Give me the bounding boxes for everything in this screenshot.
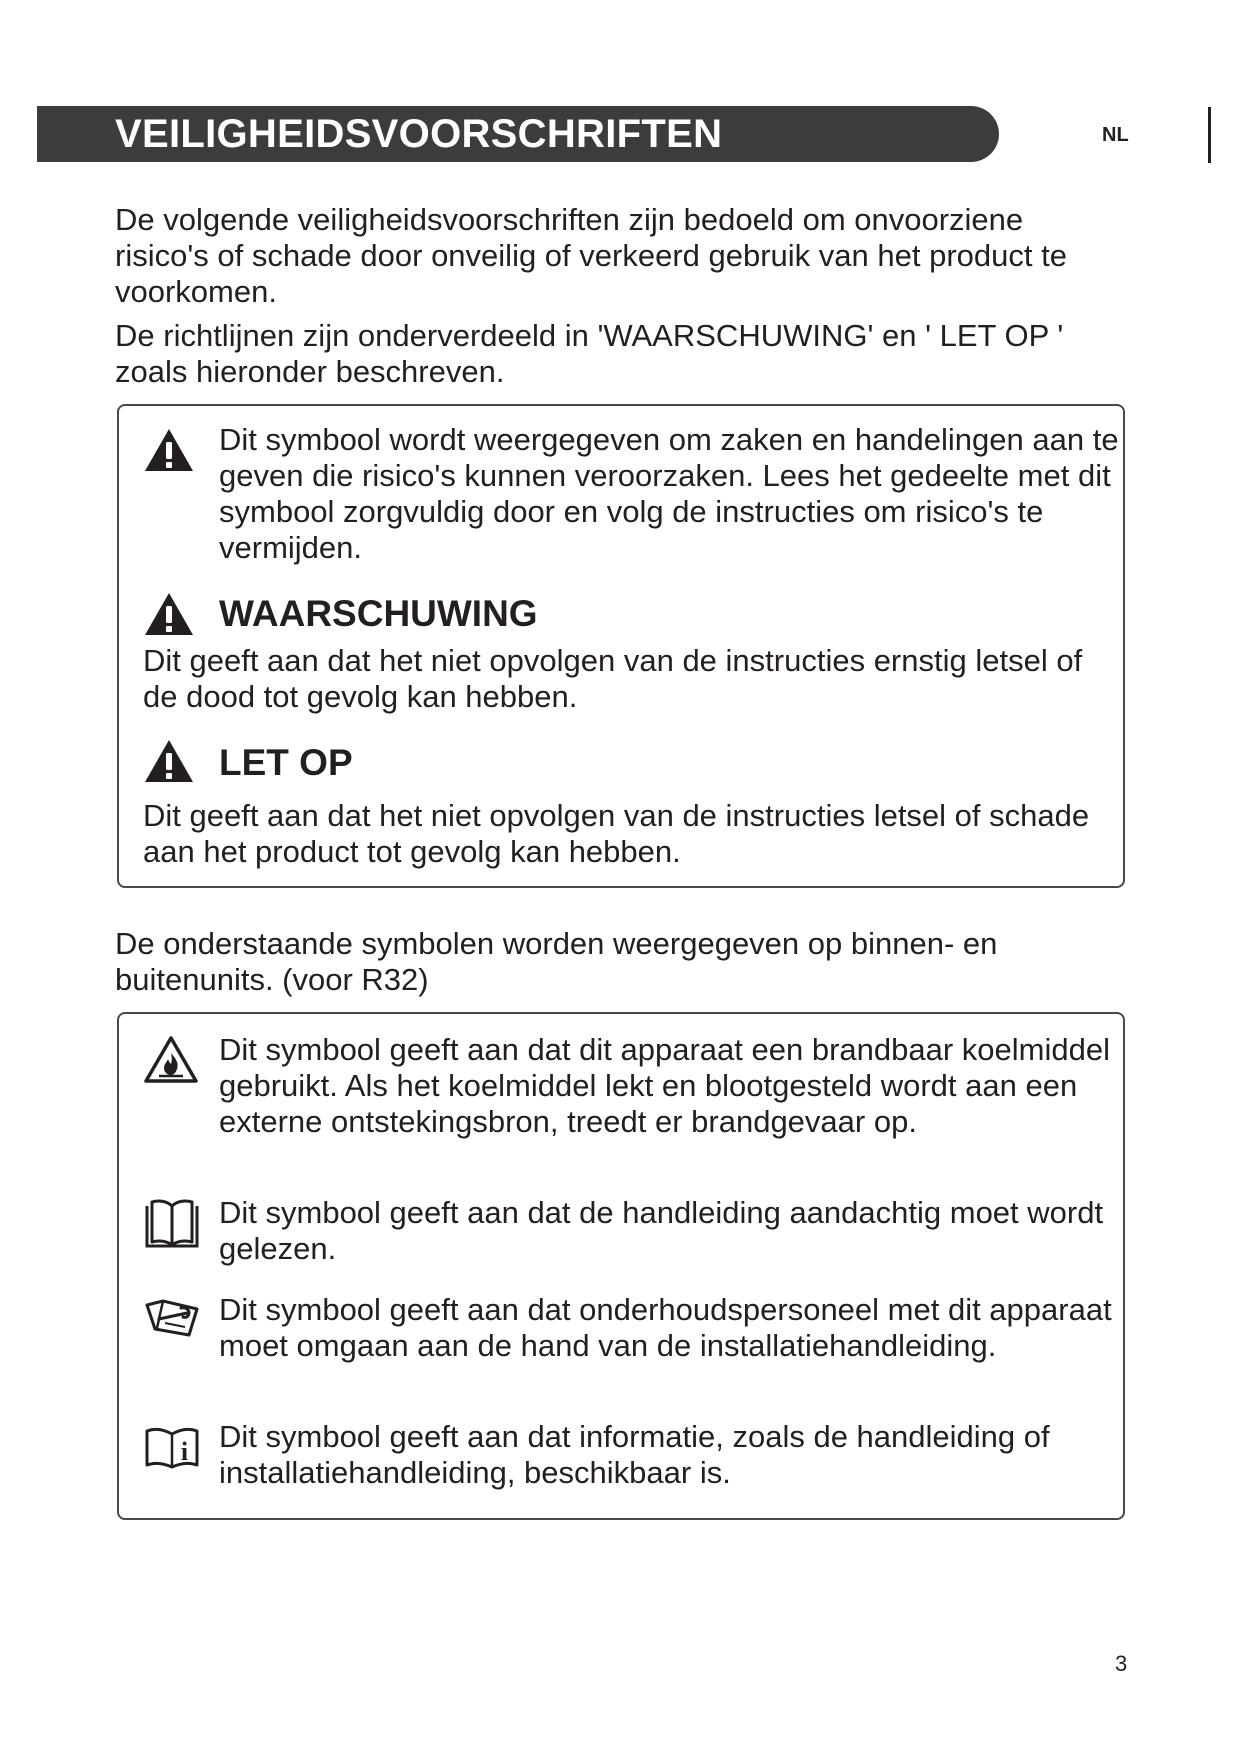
warning-triangle-icon xyxy=(143,427,195,473)
symbol-item-text: Dit symbool geeft aan dat onderhoudspersoneel met dit apparaat moet omgaan aan de hand van de installatiehandleiding. xyxy=(219,1292,1112,1363)
symbol-item-text: Dit symbool geeft aan dat dit apparaat een brandbaar koelmiddel gebruikt. Als het koelmiddel lekt en blootgesteld wordt aan een externe ontstekingsbron, treedt er brandgevaar op. xyxy=(219,1032,1110,1139)
page-number: 3 xyxy=(1115,1651,1128,1676)
page-edge-marker xyxy=(1208,107,1211,163)
symbols-intro-paragraph: De onderstaande symbolen worden weergegeven op binnen- en buitenunits. (voor R32) xyxy=(115,926,998,997)
caution-description: Dit geeft aan dat het niet opvolgen van de instructies letsel of schade aan het product tot gevolg kan hebben. xyxy=(143,798,1090,869)
symbol-item-text: Dit symbool geeft aan dat informatie, zoals de handleiding of installatiehandleiding, beschikbaar is. xyxy=(219,1419,1050,1490)
warning-heading: WAARSCHUWING xyxy=(219,593,538,634)
language-code: NL xyxy=(1102,124,1129,146)
symbol-item-text: Dit symbool geeft aan dat de handleiding aandachtig moet wordt gelezen. xyxy=(219,1195,1104,1266)
flammable-warning-icon xyxy=(143,1035,199,1085)
info-manual-icon xyxy=(143,1425,201,1469)
section-header-bar xyxy=(37,106,999,162)
warning-description: Dit geeft aan dat het niet opvolgen van de instructies ernstig letsel of de dood tot gevolg kan hebben. xyxy=(143,643,1083,714)
intro-paragraph-2: De richtlijnen zijn onderverdeeld in 'WAARSCHUWING' en ' LET OP ' zoals hieronder beschreven. xyxy=(115,318,1064,389)
intro-paragraph-1: De volgende veiligheidsvoorschriften zijn bedoeld om onvoorziene risico's of schade door onveilig of verkeerd gebruik van het product te voorkomen. xyxy=(115,202,1067,309)
symbol-description: Dit symbool wordt weergegeven om zaken en handelingen aan te geven die risico's kunnen veroorzaken. Lees het gedeelte met dit symbool zorgvuldig door en volg de instructies om risico's te vermijden. xyxy=(219,422,1119,565)
section-title: VEILIGHEIDSVOORSCHRIFTEN xyxy=(115,112,723,156)
manual-book-icon xyxy=(143,1198,201,1252)
service-manual-icon xyxy=(143,1295,201,1339)
caution-heading: LET OP xyxy=(219,742,353,783)
warning-triangle-icon xyxy=(143,591,195,637)
svg-text:i: i xyxy=(180,1437,189,1466)
caution-triangle-icon xyxy=(143,738,195,784)
